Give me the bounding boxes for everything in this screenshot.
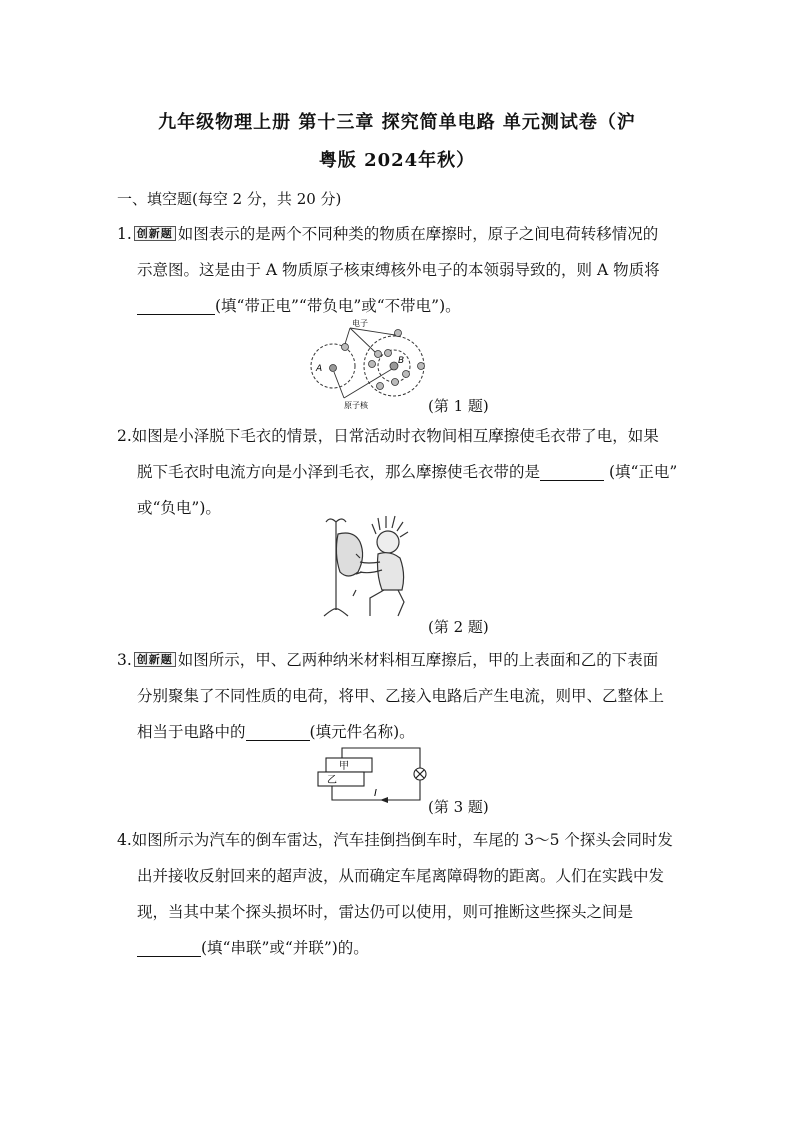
atom-diagram — [300, 316, 435, 412]
section-heading: 一、填空题(每空 2 分，共 20 分) — [117, 190, 342, 208]
question-text: 分别聚集了不同性质的电荷，将甲、乙接入电路后产生电流，则甲、乙整体上 — [137, 687, 665, 705]
question-4 — [117, 822, 687, 966]
question-3 — [117, 642, 687, 750]
question-2 — [117, 418, 687, 526]
question-text: (填元件名称)。 — [309, 723, 415, 741]
electron-label: 电子 — [352, 319, 368, 328]
current-arrow-icon — [380, 797, 388, 803]
question-text: 4.如图所示为汽车的倒车雷达，汽车挂倒挡倒车时，车尾的 3～5 个探头会同时发 — [117, 831, 673, 849]
answer-blank[interactable] — [246, 722, 310, 741]
answer-blank[interactable] — [137, 938, 201, 957]
question-text: 现，当其中某个探头损坏时，雷达仍可以使用，则可推断这些探头之间是 — [137, 903, 634, 921]
answer-blank[interactable] — [540, 462, 604, 481]
atom-b-label: B — [398, 356, 405, 366]
question-text: 示意图。这是由于 A 物质原子核束缚核外电子的本领弱导致的，则 A 物质将 — [137, 261, 660, 279]
question-1 — [117, 216, 687, 324]
question-text: (填“串联”或“并联”)的。 — [201, 939, 369, 957]
question-text: (填“正电” — [604, 463, 678, 481]
current-label: I — [374, 788, 377, 799]
material-yi-label: 乙 — [327, 775, 337, 786]
answer-blank[interactable] — [137, 296, 215, 315]
innovation-badge: 创新题 — [134, 226, 176, 241]
question-number: 1. — [117, 225, 132, 243]
exam-title-line2: 粤版 2024年秋） — [318, 150, 476, 171]
question-text: (填“带正电”“带负电”或“不带电”)。 — [215, 297, 461, 315]
question-text: 如图表示的是两个不同种类的物质在摩擦时，原子之间电荷转移情况的 — [177, 225, 659, 243]
material-jia-label: 甲 — [339, 761, 349, 772]
exam-title-line1: 九年级物理上册 第十三章 探究简单电路 单元测试卷（沪 — [158, 112, 636, 133]
circuit-diagram — [310, 744, 426, 814]
question-text: 如图所示，甲、乙两种纳米材料相互摩擦后，甲的上表面和乙的下表面 — [177, 651, 659, 669]
innovation-badge: 创新题 — [134, 652, 176, 667]
question-text: 2.如图是小泽脱下毛衣的情景，日常活动时衣物间相互摩擦使毛衣带了电，如果 — [117, 427, 659, 445]
nucleus-label: 原子核 — [344, 401, 368, 410]
atom-a-label: A — [316, 364, 323, 374]
sweater-illustration — [318, 512, 424, 622]
question-text: 脱下毛衣时电流方向是小泽到毛衣，那么摩擦使毛衣带的是 — [137, 463, 541, 481]
figure-1-caption: (第 1 题) — [428, 397, 489, 415]
figure-3-caption: (第 3 题) — [428, 798, 489, 816]
question-number: 3. — [117, 651, 132, 669]
question-text: 或“负电”)。 — [137, 499, 221, 517]
figure-2-caption: (第 2 题) — [428, 618, 489, 636]
question-text: 出并接收反射回来的超声波，从而确定车尾离障碍物的距离。人们在实践中发 — [137, 867, 665, 885]
question-text: 相当于电路中的 — [137, 723, 246, 741]
